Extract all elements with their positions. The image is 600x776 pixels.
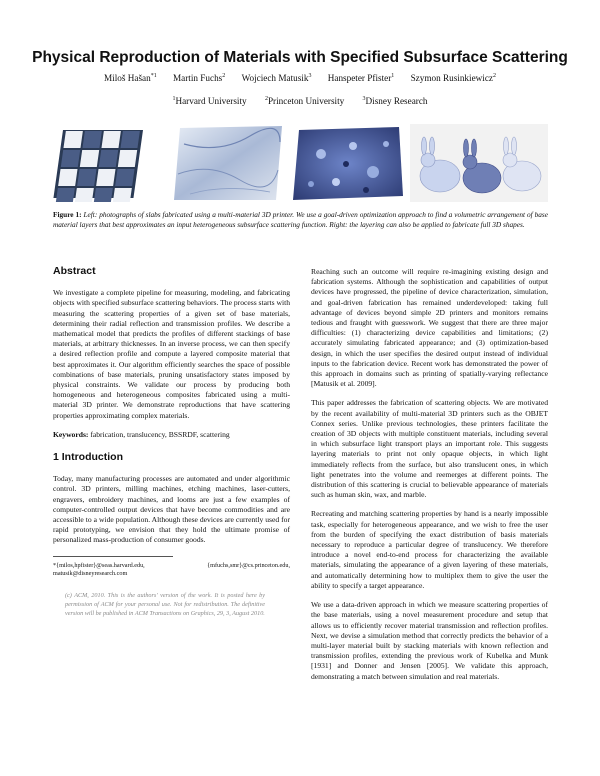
intro-paragraph-5: We use a data-driven approach in which we measure scattering properties of the base materials, using a novel measurement procedure and setup that allows us to efficiently recover material transmission and reflection profiles. Next, we devise a simulation method that correctly predicts the behavior of a multi-layer material built by stacking materials with known reflection and transmission profiles, extending the previous work of Kubelka and Munk [1931] and Donner and Jensen [2005]. We validate this approach, demonstrating a match between simulation and real materials. [311, 600, 548, 681]
intro-paragraph-2: Reaching such an outcome will require re-imagining existing design and fabrication systems. Although the sophistication and capabilities of output devices have progressed, the pipeline of device characterization, simulation, and goal-driven fabrication has remained underdeveloped: taking full advantage of devices beyond simple 2D printers and monitors remains tedious and fraught with guesswork. We suggest that there are three major difficulties: (1) characterizing device capabilities and limitations; (2) accurately simulating fabricated appearance; and (3) optimization-based design, in which the user specifies the desired output instead of individual inputs to the fabrication device. Recent work has demonstrated the power of this approach in domains such as printing of spatially-varying reflectance [Matusik et al. 2009]. [311, 267, 548, 389]
author: Miloš Hašan$^{*1}$ [104, 73, 157, 84]
intro-paragraph-4: Recreating and matching scattering properties by hand is a nearly impossible task, especially for heterogeneous appearance, and we wish to free the user from the burden of specifying the exact distribution of basis materials necessary to reproduce a particular degree of translucency. We therefore introduce a novel end-to-end process for characterizing the available materials, simulating the appearance of a given layering of these materials, and automatically determining how to multiplex them to give the user the ability to specify a target appearance. [311, 509, 548, 590]
affiliation-list [0, 96, 600, 106]
intro-paragraph-1: Today, many manufacturing processes are automated and under algorithmic control. 3D printers, milling machines, etching machines, laser-cutters, engravers, embroidery machines, and looms are just a few examples of computer-controlled output devices that have become commodities and are accessible to a wide population. Although these devices are currently used for rapid prototyping, we envision that they hold the ultimate promise of personalized mass-production of consumer goods. [53, 474, 290, 545]
checker-tile [63, 131, 82, 148]
affiliation: $^2$Princeton University [264, 96, 345, 107]
checker-tile [80, 150, 99, 167]
checker-tile [82, 131, 101, 148]
checker-tile [77, 169, 96, 186]
right-column [311, 267, 548, 691]
checker-tile [112, 188, 131, 202]
author: Szymon Rusinkiewicz$^2$ [410, 73, 496, 84]
checkerboard-slab-photo [53, 124, 145, 202]
3d-bunnies-photo [410, 124, 548, 202]
author: Wojciech Matusik$^3$ [241, 73, 312, 84]
keywords: Keywords: fabrication, translucency, BSSRDF, scattering [53, 429, 230, 439]
introduction-heading: 1 Introduction [53, 451, 123, 464]
affiliation: $^3$Disney Research [362, 96, 428, 107]
author-list [0, 73, 600, 83]
paper-title: Physical Reproduction of Materials with Specified Subsurface Scattering [32, 49, 568, 66]
abstract-text: We investigate a complete pipeline for measuring, modeling, and fabricating objects with specified subsurface scattering behaviors. The process starts with measuring the scattering properties of a given set of base materials, determining their radial reflection and transmission profiles. We describe a mathematical model that predicts the profiles of different stackings of base materials, at arbitrary thicknesses. In an inverse process, we can then specify a desired reflection profile and compute a layered composite material that best approximates it. Our algorithm efficiently searches the space of possible combinations of base materials, pruning unsatisfactory states imposed by physical constraints. We validate our process by producing both homogeneous and heterogeneous composites fabricated using a multi-material 3D printer. We demonstrate reproductions that have scattering properties approximating complex materials. [53, 288, 290, 420]
checker-tile [58, 169, 77, 186]
checker-tile [61, 150, 80, 167]
marble-slab-photo [170, 124, 286, 202]
figure-1-photos [53, 124, 548, 202]
checker-tile [99, 150, 118, 167]
checker-tile [118, 150, 137, 167]
left-column [53, 266, 290, 618]
author: Hanspeter Pfister$^1$ [327, 73, 395, 84]
abstract-heading: Abstract [53, 265, 96, 277]
checker-tile [55, 188, 74, 202]
granite-slab-photo [291, 124, 405, 202]
checker-tile [115, 169, 134, 186]
checker-tile [120, 131, 139, 148]
footnote: *{milos,hpfister}@seas.harvard.edu, {mfuchs,smr}@cs.princeton.edu, matusik@disneyresearch.com [53, 556, 173, 579]
checker-tile [101, 131, 120, 148]
checker-tile [74, 188, 93, 202]
intro-paragraph-3: This paper addresses the fabrication of scattering objects. We are motivated by the recent availability of multi-material 3D printers such as the OBJET Connex series. Unlike previous technologies, these printers facilitate the creation of 3D objects with multiple constituent materials, including several in which subsurface light transport plays an important role. This suggests layering materials to print not only opaque objects, in which light immediately reflects from the surface, but also translucent ones, in which light penetrates into the volume and reemerges at different points. The distribution of this scattering is crucial to believable appearance of materials such as human skin, wax, and marble. [311, 398, 548, 500]
copyright-notice: (c) ACM, 2010. This is the authors' version of the work. It is posted here by permission of ACM for your personal use. Not for redistribution. The definitive version will be published in ACM Transactions on Graphics, 29, 3, August 2010. [65, 592, 265, 617]
affiliation: $^1$Harvard University [172, 96, 247, 107]
checker-tile [93, 188, 112, 202]
figure-1-caption: Figure 1: Left: photographs of slabs fabricated using a multi-material 3D printer. We use a goal-driven optimization approach to find a volumetric arrangement of base material layers that best approximates an input heterogeneous subsurface scattering function. Right: the layering can also be applied to fabricate full 3D shapes. [53, 210, 548, 230]
checker-tile [96, 169, 115, 186]
author: Martin Fuchs$^2$ [173, 73, 226, 84]
